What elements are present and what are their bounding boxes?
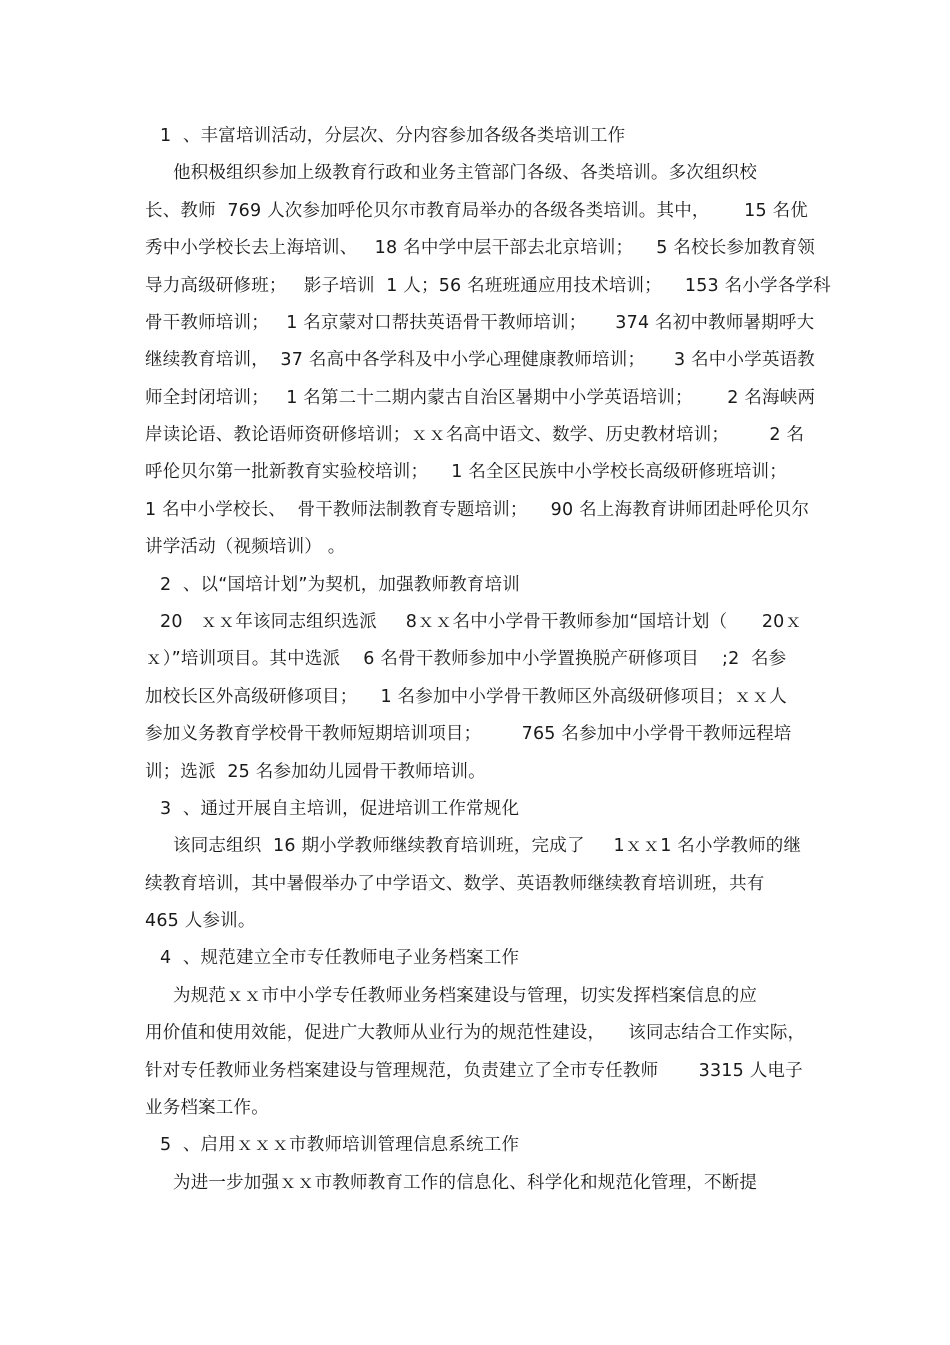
paragraph-line: 续教育培训，其中暑假举办了中学语文、数学、英语教师继续教育培训班，共有 — [145, 874, 765, 894]
paragraph-line: 20 ｘｘ年该同志组织选派 8ｘｘ名中小学骨干教师参加“国培计划（ 20ｘ — [160, 612, 803, 632]
paragraph-line: 加校长区外高级研修项目； 1 名参加中小学骨干教师区外高级研修项目；ｘｘ人 — [145, 687, 787, 707]
paragraph-line: 为进一步加强ｘｘ市教师教育工作的信息化、科学化和规范化管理，不断提 — [173, 1173, 758, 1193]
paragraph-line: 岸读论语、教论语师资研修培训；ｘｘ名高中语文、数学、历史教材培训； 2 名 — [145, 425, 805, 445]
paragraph-line: 用价值和使用效能，促进广大教师从业行为的规范性建设， 该同志结合工作实际， — [145, 1023, 806, 1043]
paragraph-line: 该同志组织 16 期小学教师继续教育培训班，完成了 1ｘｘ1 名小学教师的继 — [173, 836, 802, 856]
paragraph-line: 导力高级研修班； 影子培训 1 人；56 名班班通应用技术培训； 153 名小学各学科 — [145, 276, 831, 296]
paragraph-line: 为规范ｘｘ市中小学专任教师业务档案建设与管理，切实发挥档案信息的应 — [173, 986, 758, 1006]
paragraph-line: 他积极组织参加上级教育行政和业务主管部门各级、各类培训。多次组织校 — [173, 163, 758, 183]
section-heading-4: 4 、规范建立全市专任教师电子业务档案工作 — [160, 948, 520, 968]
paragraph-line: 465 人参训。 — [145, 911, 256, 931]
paragraph-line: 呼伦贝尔第一批新教育实验校培训； 1 名全区民族中小学校长高级研修班培训； — [145, 462, 787, 482]
paragraph-line: 长、教师 769 人次参加呼伦贝尔市教育局举办的各级各类培训。其中， 15 名优 — [145, 201, 808, 221]
paragraph-line: 参加义务教育学校骨干教师短期培训项目； 765 名参加中小学骨干教师远程培 — [145, 724, 792, 744]
paragraph-line: 业务档案工作。 — [145, 1098, 269, 1118]
section-heading-3: 3 、通过开展自主培训，促进培训工作常规化 — [160, 799, 520, 819]
paragraph-line: ｘ）”培训项目。其中选派 6 名骨干教师参加中小学置换脱产研修项目 ;2 名参 — [145, 649, 787, 669]
paragraph-line: 针对专任教师业务档案建设与管理规范，负责建立了全市专任教师 3315 人电子 — [145, 1061, 803, 1081]
paragraph-line: 骨干教师培训； 1 名京蒙对口帮扶英语骨干教师培训； 374 名初中教师暑期呼大 — [145, 313, 815, 333]
paragraph-line: 秀中小学校长去上海培训、 18 名中学中层干部去北京培训； 5 名校长参加教育领 — [145, 238, 815, 258]
section-heading-5: 5 、启用ｘｘｘ市教师培训管理信息系统工作 — [160, 1135, 520, 1155]
paragraph-line: 师全封闭培训； 1 名第二十二期内蒙古自治区暑期中小学英语培训； 2 名海峡两 — [145, 388, 816, 408]
paragraph-line: 继续教育培训， 37 名高中各学科及中小学心理健康教师培训； 3 名中小学英语教 — [145, 350, 815, 370]
section-heading-1: 1 、丰富培训活动，分层次、分内容参加各级各类培训工作 — [160, 126, 626, 146]
paragraph-line: 训；选派 25 名参加幼儿园骨干教师培训。 — [145, 762, 486, 782]
section-heading-2: 2 、以“国培计划”为契机，加强教师教育培训 — [160, 575, 520, 595]
paragraph-line: 1 名中小学校长、 骨干教师法制教育专题培训； 90 名上海教育讲师团赴呼伦贝尔 — [145, 500, 810, 520]
paragraph-line: 讲学活动（视频培训） 。 — [145, 537, 346, 557]
